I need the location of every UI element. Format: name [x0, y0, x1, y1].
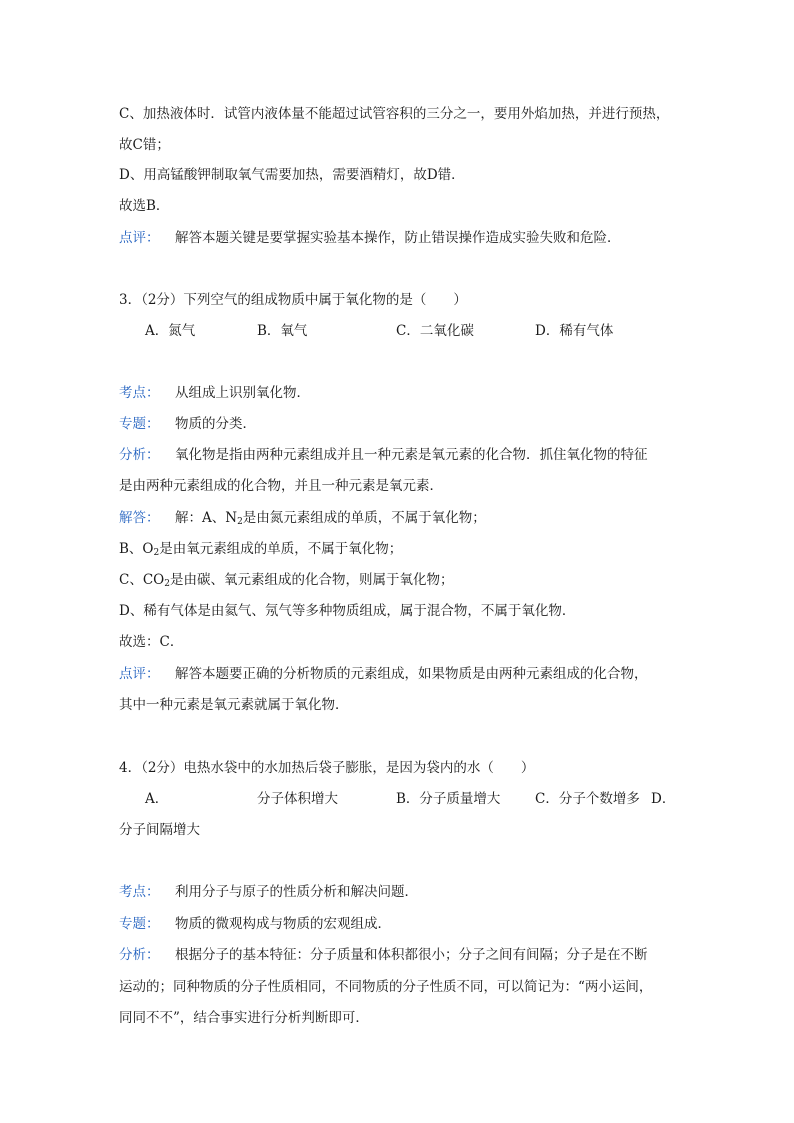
jieda-b-text: B、O: [119, 541, 154, 557]
q3-comment: [119, 664, 648, 684]
q4-option-a-letter: A．: [145, 791, 169, 807]
kaodian-label: 考点：: [119, 884, 160, 900]
zhuanti-label: 专题：: [119, 916, 160, 932]
q4-fenxi-cont2: 同同不不”，结合事实进行分析判断即可．: [119, 1010, 369, 1026]
kaodian-label: 考点：: [119, 385, 160, 401]
comment-label: 点评：: [119, 666, 160, 682]
zhuanti-text: 物质的分类．: [175, 416, 256, 432]
q4-option-d-letter: D．: [651, 791, 676, 807]
fenxi-label: 分析：: [119, 447, 160, 463]
subscript: 2: [237, 517, 243, 527]
q2-answer: 故选B．: [119, 198, 170, 214]
q3-option-a: A．氮气: [145, 323, 196, 339]
q3-stem: 3．（2分）下列空气的组成物质中属于氧化物的是（ ）: [119, 292, 467, 308]
q4-stem: 4．（2分）电热水袋中的水加热后袋子膨胀，是因为袋内的水（ ）: [119, 760, 535, 776]
q3-zhuanti: [119, 414, 256, 434]
q4-zhuanti: [119, 914, 391, 934]
q3-comment-cont: 其中一种元素是氧元素就属于氧化物．: [119, 697, 349, 713]
zhuanti-label: 专题：: [119, 416, 160, 432]
q3-jieda-b: [119, 539, 402, 563]
comment-text: 解答本题要正确的分析物质的元素组成，如果物质是由两种元素组成的化合物，: [175, 666, 648, 682]
q3-jieda-d: D、稀有气体是由氦气、氖气等多种物质组成，属于混合物，不属于氧化物．: [119, 603, 576, 619]
q2-option-d-explanation: D、用高锰酸钾制取氧气需要加热，需要酒精灯，故D错．: [119, 167, 465, 183]
fenxi-text: 氧化物是指由两种元素组成并且一种元素是氧元素的化合物．抓住氧化物的特征: [175, 447, 648, 463]
q3-fenxi-cont: 是由两种元素组成的化合物，并且一种元素是氧元素．: [119, 478, 443, 494]
fenxi-text: 根据分子的基本特征：分子质量和体积都很小；分子之间有间隔；分子是在不断: [175, 947, 648, 963]
q4-option-b: B．分子质量增大: [396, 791, 501, 807]
kaodian-text: 从组成上识别氧化物．: [175, 385, 310, 401]
jieda-b-text-rest: 是由氧元素组成的单质，不属于氧化物；: [159, 541, 403, 557]
q2-option-c-explanation: C、加热液体时．试管内液体量不能超过试管容积的三分之一，要用外焰加热，并进行预热，: [119, 106, 670, 122]
subscript: 2: [164, 579, 170, 589]
q4-option-d-text: 分子间隔增大: [119, 822, 200, 838]
q4-fenxi-cont1: 运动的；同种物质的分子性质相同，不同物质的分子性质不同，可以简记为：“两小运间，: [119, 979, 653, 995]
q3-option-c: C．二氧化碳: [396, 323, 474, 339]
comment-label: 点评：: [119, 230, 160, 246]
subscript: 2: [153, 548, 160, 558]
q3-fenxi: [119, 445, 648, 465]
q3-kaodian: [119, 383, 310, 403]
comment-text: 解答本题关键是要掌握实验基本操作，防止错误操作造成实验失败和危险．: [175, 230, 621, 246]
q3-option-d: D．稀有气体: [535, 323, 614, 339]
q3-answer: 故选：C．: [119, 634, 184, 650]
q2-comment: [119, 228, 621, 248]
jieda-c-text-rest: 是由碳、氧元素组成的化合物，则属于氧化物；: [169, 572, 454, 588]
jieda-label: 解答：: [119, 510, 160, 526]
jieda-c-text: C、CO: [119, 572, 165, 588]
q2-option-c-conclusion: 故C错；: [119, 137, 170, 153]
q4-fenxi: [119, 945, 648, 965]
q4-kaodian: [119, 882, 418, 902]
q4-option-c: C．分子个数增多: [535, 791, 640, 807]
q3-jieda: [119, 508, 486, 532]
jieda-a-text: 解：A、N: [175, 510, 238, 526]
q3-option-b: B．氧气: [257, 323, 308, 339]
q4-option-a-text: 分子体积增大: [257, 791, 338, 807]
q3-jieda-c: [119, 570, 453, 594]
jieda-a-text-rest: 是由氮元素组成的单质，不属于氧化物；: [242, 510, 486, 526]
fenxi-label: 分析：: [119, 947, 160, 963]
kaodian-text: 利用分子与原子的性质分析和解决问题．: [175, 884, 418, 900]
zhuanti-text: 物质的微观构成与物质的宏观组成．: [175, 916, 391, 932]
